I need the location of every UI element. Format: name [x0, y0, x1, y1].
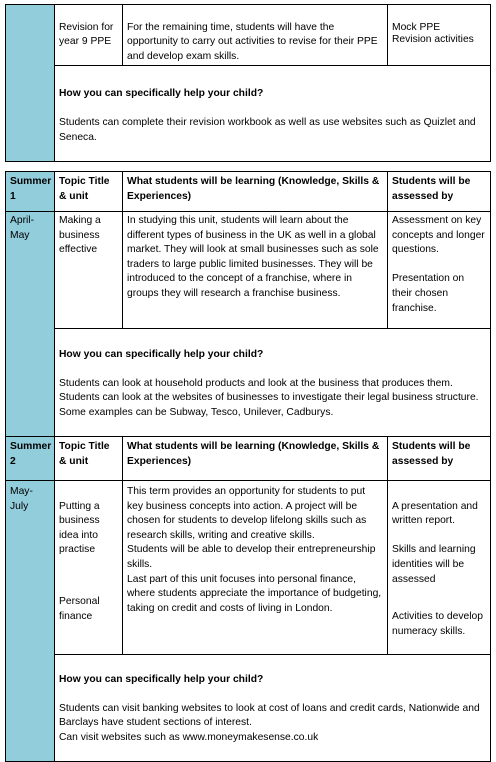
help-title: How you can specifically help your child?: [59, 348, 264, 360]
topic-cell: [55, 481, 123, 655]
assessment-cell: [388, 481, 491, 655]
col-topic-header: Topic Title & unit: [55, 437, 123, 481]
assessment-cell: Assessment on key concepts and longer questions. Presentation on their chosen franchise.: [388, 211, 491, 328]
col-assessed-header: Students will be assessed by: [388, 171, 491, 211]
term-cell-top: [6, 5, 55, 162]
help-text: Students can look at household products and look at the business that produces them. Students can look at the websites of businesses to investigate their legal business structure. Some examples can be Subway, Tesco, Unilever, Cadburys.: [59, 377, 479, 418]
revision-help-row: [6, 66, 491, 162]
col-learning-header: What students will be learning (Knowledge, Skills & Experiences): [123, 437, 388, 481]
help-text: Students can visit banking websites to look at cost of loans and credit cards, Nationwide and Barclays have student sections of interest. Can visit websites such as www.moneymakesense.co.uk: [59, 702, 480, 744]
month-cell: May- July: [6, 481, 55, 762]
help-text: Students can complete their revision workbook as well as use websites such as Quizlet and Seneca.: [59, 117, 476, 143]
summer2-content-row: [6, 481, 491, 655]
learning-cell: In studying this unit, students will learn about the different types of business in the UK as well in a global market. They will look at small businesses such as sole traders to large public limited businesses. They will be introduced to the concept of a franchise, where in groups they will research a franchise business.: [123, 211, 388, 328]
help-cell: [55, 66, 491, 162]
summer1-content-row: [6, 211, 491, 328]
learning-cell: This term provides an opportunity for students to put key business concepts into action. A project will be chosen for students to develop lifelong skills such as research skills, writing and creative skills. Students will be able to develop their entrepreneurship skills. Last part of this unit focuses into personal finance, where students appreciate the importance of budgeting, taking on credit and costs of living in London.: [123, 481, 388, 655]
help-title: How you can specifically help your child?: [59, 87, 264, 99]
term-label: Summer 1: [6, 171, 55, 211]
summer2-header-row: [6, 437, 491, 481]
section-gap: [6, 161, 491, 171]
summer1-header-row: [6, 171, 491, 211]
curriculum-document: [5, 4, 490, 762]
help-title: How you can specifically help your child?: [59, 673, 264, 685]
revision-topic: Revision for year 9 PPE: [59, 21, 114, 48]
col-topic-header: Topic Title & unit: [55, 171, 123, 211]
revision-assessment-2: Revision activities: [392, 34, 474, 45]
revision-assessment-1: Mock PPE: [392, 21, 441, 33]
col-assessed-header: Students will be assessed by: [388, 437, 491, 481]
revision-description: For the remaining time, students will have the opportunity to carry out activities to revise for their PPE and develop exam skills.: [127, 21, 378, 62]
topic-2: Personal finance: [59, 596, 100, 622]
help-cell: [55, 655, 491, 762]
topic-cell: [55, 5, 123, 66]
assessment-cell: [388, 5, 491, 66]
col-learning-header: What students will be learning (Knowledge, Skills & Experiences): [123, 171, 388, 211]
summer1-help-row: [6, 328, 491, 436]
topic-cell: Making a business effective: [55, 211, 123, 328]
assessment-1: A presentation and written report. Skills and learning identities will be assessed: [392, 500, 478, 585]
topic-1: Putting a business idea into practise: [59, 500, 100, 556]
assessment-2: Activities to develop numeracy skills.: [392, 611, 484, 637]
learning-cell: [123, 5, 388, 66]
month-cell: April- May: [6, 211, 55, 436]
curriculum-table: [5, 4, 491, 762]
help-cell: [55, 328, 491, 436]
revision-row: [6, 5, 491, 66]
summer2-help-row: [6, 655, 491, 762]
term-label: Summer 2: [6, 437, 55, 481]
